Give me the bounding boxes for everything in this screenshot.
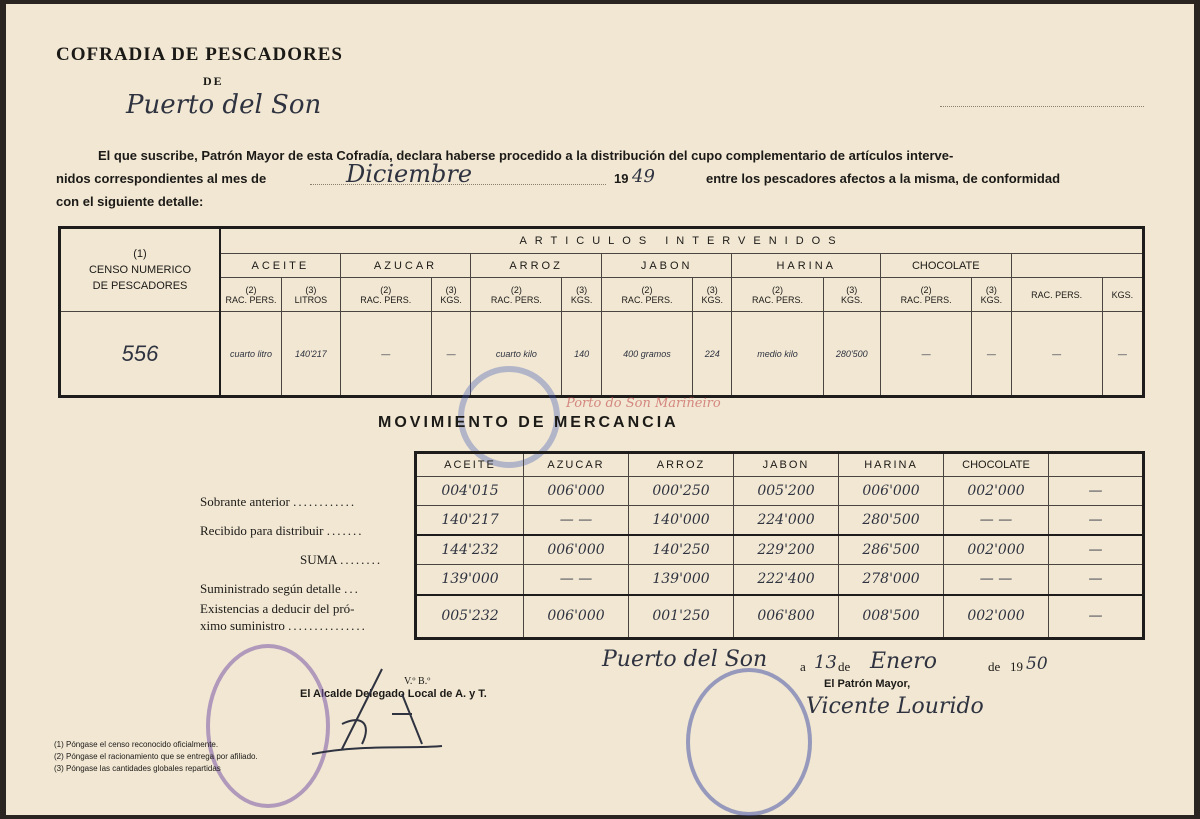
census-header: (1) CENSO NUMERICO DE PESCADORES <box>60 228 221 312</box>
articles-table <box>58 226 1145 398</box>
table-cell: 002'000 <box>944 535 1049 565</box>
vb-label: V.º B.º <box>404 676 431 687</box>
table-cell: 008'500 <box>839 595 944 639</box>
movimiento-column-header: ACEITE <box>416 453 524 477</box>
sign-de2: de <box>988 659 1001 674</box>
table-cell: 140'000 <box>629 505 734 535</box>
quantity-value: 140'217 <box>282 312 341 397</box>
subheader-kgs: (3) KGS. <box>562 278 601 312</box>
sign-month: Enero <box>870 649 938 674</box>
subheader-rac: (2) RAC. PERS. <box>881 278 972 312</box>
table-cell: 006'000 <box>524 477 629 506</box>
footnote: (1) Póngase el censo reconocido oficialmente. <box>54 740 219 749</box>
table-cell: 002'000 <box>944 595 1049 639</box>
subheader-litros: (3) LITROS <box>282 278 341 312</box>
subheader-rac: (2) RAC. PERS. <box>340 278 431 312</box>
table-cell: — <box>1049 595 1144 639</box>
quantity-value: 140 <box>562 312 601 397</box>
table-cell: 280'500 <box>839 505 944 535</box>
table-row <box>416 535 1144 565</box>
subheader-kgs: (3) KGS. <box>972 278 1011 312</box>
table-cell: — <box>1049 535 1144 565</box>
table-cell: 005'200 <box>734 477 839 506</box>
document-page <box>6 4 1194 815</box>
table-cell: — <box>1049 565 1144 595</box>
patron-signature: Vicente Lourido <box>806 694 984 719</box>
table-cell: — — <box>944 505 1049 535</box>
table-cell: 004'015 <box>416 477 524 506</box>
alcalde-signature-icon <box>302 664 452 764</box>
ration-value: 400 gramos <box>601 312 692 397</box>
table-row <box>416 505 1144 535</box>
row-label: SUMA ........ <box>300 552 383 567</box>
declaration-line-1: El que suscribe, Patrón Mayor de esta Cofradía, declara haberse procedido a la distribución del cupo complementario de artículos interve- <box>98 148 954 163</box>
footnote: (2) Póngase el racionamiento que se entrega por afiliado. <box>54 752 258 761</box>
movimiento-column-header: AZUCAR <box>524 453 629 477</box>
table-cell: 006'000 <box>839 477 944 506</box>
table-row <box>416 595 1144 639</box>
table-cell: 006'000 <box>524 535 629 565</box>
ration-value: cuarto litro <box>220 312 282 397</box>
row-label: Suministrado según detalle ... <box>200 581 360 596</box>
table-cell: 224'000 <box>734 505 839 535</box>
subheader-rac: (2) RAC. PERS. <box>732 278 823 312</box>
quantity-value: 224 <box>693 312 732 397</box>
articles-group-header: ARTICULOS INTERVENIDOS <box>220 228 1144 254</box>
table-row <box>416 565 1144 595</box>
ration-value: — <box>1011 312 1102 397</box>
movimiento-title: MOVIMIENTO DE MERCANCIA <box>378 414 679 431</box>
movimiento-table <box>414 451 1145 640</box>
subheader-kgs: (3) KGS. <box>693 278 732 312</box>
sign-day: 13 <box>814 652 837 673</box>
table-cell: 001'250 <box>629 595 734 639</box>
row-label: Existencias a deducir del pró- <box>200 601 355 616</box>
ration-value: — <box>881 312 972 397</box>
declaration-line-3: con el siguiente detalle: <box>56 194 204 209</box>
table-cell: 222'400 <box>734 565 839 595</box>
article-header: CHOCOLATE <box>881 254 1012 278</box>
article-header: JABON <box>601 254 732 278</box>
article-header: AZUCAR <box>340 254 471 278</box>
sign-year-suffix: 50 <box>1026 654 1048 674</box>
table-row <box>416 477 1144 506</box>
row-label: Sobrante anterior ............ <box>200 494 357 509</box>
ration-value: medio kilo <box>732 312 823 397</box>
row-label: Recibido para distribuir ....... <box>200 523 364 538</box>
subheader-rac: (2) RAC. PERS. <box>601 278 692 312</box>
movimiento-column-header: ARROZ <box>629 453 734 477</box>
sign-a: a <box>800 659 806 674</box>
article-header: ACEITE <box>220 254 340 278</box>
movimiento-column-header: CHOCOLATE <box>944 453 1049 477</box>
quantity-value: — <box>1102 312 1143 397</box>
table-cell: 006'800 <box>734 595 839 639</box>
table-cell: — <box>1049 477 1144 506</box>
sign-de1: de <box>838 659 851 674</box>
ration-value: cuarto kilo <box>471 312 562 397</box>
table-cell: 005'232 <box>416 595 524 639</box>
watermark-text: Porto do Son Mariñeiro <box>566 396 721 411</box>
quantity-value: — <box>972 312 1011 397</box>
alcalde-label: El Alcalde Delegado Local de A. y T. <box>300 688 487 700</box>
table-cell: 229'200 <box>734 535 839 565</box>
table-cell: 278'000 <box>839 565 944 595</box>
cofradia-title: COFRADIA DE PESCADORES <box>56 44 343 65</box>
quantity-value: — <box>431 312 470 397</box>
table-cell: 140'217 <box>416 505 524 535</box>
footnote: (3) Póngase las cantidades globales repartidas <box>54 764 221 773</box>
sign-year-prefix: 19 <box>1010 659 1023 674</box>
movimiento-column-header <box>1049 453 1144 477</box>
patron-label: El Patrón Mayor, <box>824 678 911 690</box>
table-cell: 140'250 <box>629 535 734 565</box>
table-cell: 286'500 <box>839 535 944 565</box>
movimiento-column-header: JABON <box>734 453 839 477</box>
year-prefix: 19 <box>614 171 629 186</box>
table-cell: 006'000 <box>524 595 629 639</box>
row-label: ximo suministro ............... <box>200 618 367 633</box>
year-suffix: 49 <box>632 166 655 187</box>
cofradia-stamp-icon <box>686 668 812 816</box>
article-header: ARROZ <box>471 254 602 278</box>
port-name: Puerto del Son <box>126 90 322 120</box>
table-cell: 002'000 <box>944 477 1049 506</box>
ration-value: — <box>340 312 431 397</box>
table-cell: 000'250 <box>629 477 734 506</box>
dotted-line <box>940 106 1144 107</box>
subheader-rac: RAC. PERS. <box>1011 278 1102 312</box>
movimiento-column-header: HARINA <box>839 453 944 477</box>
article-header: HARINA <box>732 254 881 278</box>
declaration-month: Diciembre <box>346 160 473 188</box>
declaration-line-2a: nidos correspondientes al mes de <box>56 171 267 186</box>
subheader-rac: (2) RAC. PERS. <box>471 278 562 312</box>
subheader-kgs: (3) KGS. <box>431 278 470 312</box>
table-cell: 139'000 <box>629 565 734 595</box>
sign-place: Puerto del Son <box>602 647 768 672</box>
article-header <box>1011 254 1143 278</box>
subheader-kgs: KGS. <box>1102 278 1143 312</box>
declaration-line-2b: entre los pescadores afectos a la misma, de conformidad <box>706 171 1061 186</box>
census-value: 556 <box>60 312 221 397</box>
table-cell: 144'232 <box>416 535 524 565</box>
table-cell: — — <box>944 565 1049 595</box>
subheader-kgs: (3) KGS. <box>823 278 880 312</box>
table-cell: 139'000 <box>416 565 524 595</box>
subheader-rac: (2) RAC. PERS. <box>220 278 282 312</box>
title-de: DE <box>203 74 224 88</box>
table-cell: — — <box>524 505 629 535</box>
table-cell: — <box>1049 505 1144 535</box>
quantity-value: 280'500 <box>823 312 880 397</box>
table-cell: — — <box>524 565 629 595</box>
